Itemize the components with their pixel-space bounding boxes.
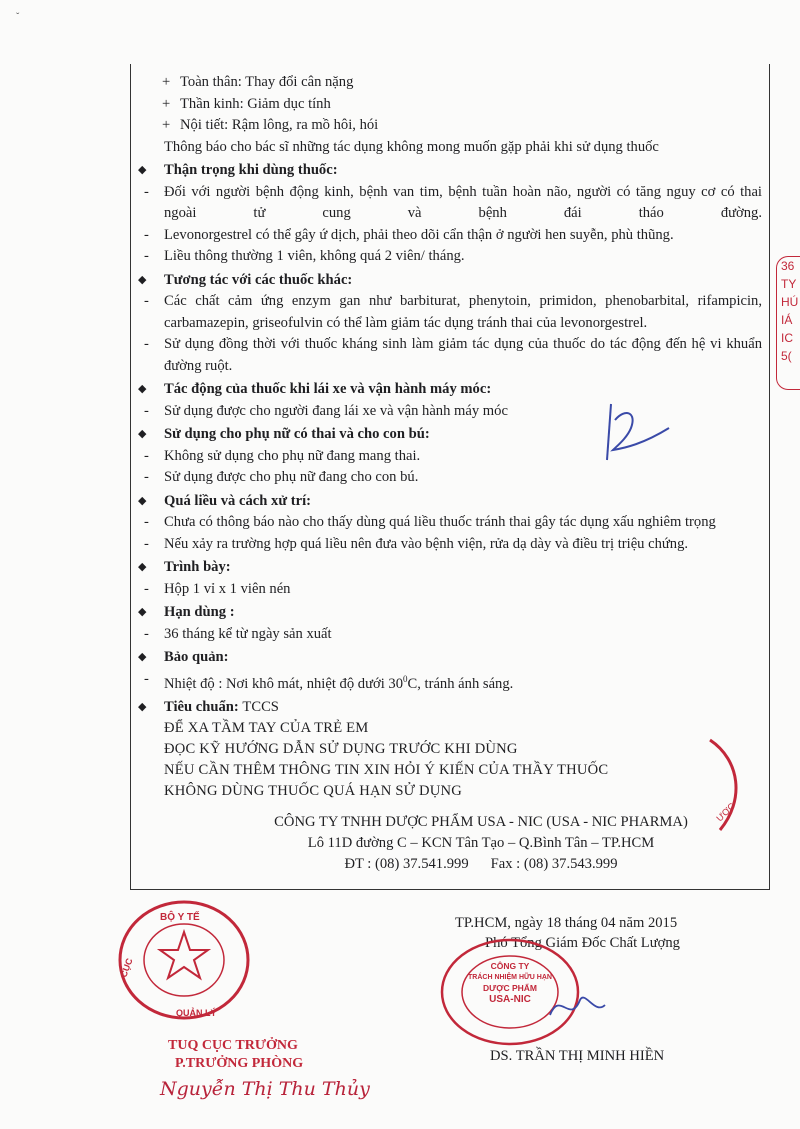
interactions-item: - Sử dụng đồng thời với thuốc kháng sinh làm giảm tác dụng của thuốc do tác động đến hệ vi khuẩn đường ruột. [144, 336, 762, 374]
edge-stamp-fragment: 36 TY HÚ IÁ IC 5( [776, 256, 800, 396]
section-shelf-life-title: ◆ Hạn dùng : [140, 602, 762, 624]
pregnancy-item: - Sử dụng được cho phụ nữ đang cho con bú. [144, 469, 419, 485]
adverse-notice: Thông báo cho bác sĩ những tác dụng không mong muốn gặp phải khi sử dụng thuốc [164, 138, 659, 155]
ministry-seal [116, 898, 252, 1022]
signature-position: Phó Tổng Giám Đốc Chất Lượng [485, 935, 680, 951]
interactions-item: - Các chất cảm ứng enzym gan như barbiturat, phenytoin, primidon, phenobarbital, rifampicin, carbamazepin, griseofulvin có thể làm giảm tác dụng tránh thai của levonorgestrel. [144, 293, 762, 331]
section-driving-title: ◆ Tác động của thuốc khi lái xe và vận hành máy móc: [140, 379, 762, 401]
adverse-item: + Thần kinh: Giảm dục tính [162, 95, 331, 112]
diamond-bullet-icon: ◆ [138, 273, 147, 286]
red-arc-mark [690, 730, 760, 840]
warning-line: KHÔNG DÙNG THUỐC QUÁ HẠN SỬ DỤNG [164, 783, 462, 800]
section-interactions-title: ◆ Tương tác với các thuốc khác: [140, 270, 762, 292]
signature-place-date: TP.HCM, ngày 18 tháng 04 năm 2015 [455, 915, 678, 931]
svg-text:ƯỢC: ƯỢC [714, 800, 737, 824]
company-address: Lô 11D đường C – KCN Tân Tạo – Q.Bình Tân – TP.HCM [307, 835, 655, 852]
presentation-item: - Hộp 1 vỉ x 1 viên nén [144, 580, 291, 597]
section-standard-title: ◆ Tiêu chuẩn: TCCS [140, 697, 762, 719]
warning-line: ĐỌC KỸ HƯỚNG DẪN SỬ DỤNG TRƯỚC KHI DÙNG [164, 741, 518, 758]
caution-item: - Liều thông thường 1 viên, không quá 2 viên/ tháng. [144, 248, 465, 264]
company-contact: ĐT : (08) 37.541.999 Fax : (08) 37.543.999 [344, 856, 618, 873]
director-signature [540, 985, 610, 1030]
diamond-bullet-icon: ◆ [138, 428, 147, 440]
section-storage-title: ◆ Bảo quản: [140, 647, 762, 669]
scan-mark: ˇ [16, 12, 20, 23]
adverse-item: + Nội tiết: Rậm lông, ra mồ hôi, hói [162, 117, 379, 133]
shelf-life-item: - 36 tháng kể từ ngày sản xuất [144, 625, 332, 642]
company-name: CÔNG TY TNHH DƯỢC PHẨM USA - NIC (USA - NIC PHARMA) [274, 814, 688, 831]
handwritten-initial [595, 398, 675, 468]
section-presentation-title: ◆ Trình bày: [140, 557, 762, 579]
left-signature-title1: TUQ CỤC TRƯỞNG [168, 1038, 298, 1053]
left-signature-title2: P.TRƯỞNG PHÒNG [175, 1056, 304, 1071]
section-overdose-title: ◆ Quá liều và cách xử trí: [140, 491, 762, 513]
caution-item: - Đối với người bệnh động kinh, bệnh van tim, bệnh tuần hoàn não, người có tăng nguy cơ có thai ngoài tử cung và bệnh đái tháo đường. [144, 183, 762, 221]
diamond-bullet-icon: ◆ [138, 383, 147, 395]
overdose-item: - Chưa có thông báo nào cho thấy dùng quá liều thuốc tránh thai gây tác dụng xấu nghiêm trọng [144, 514, 716, 530]
company-seal: CÔNG TY TRÁCH NHIỆM HỮU HẠN DƯỢC PHẨM USA-NIC [440, 937, 580, 1047]
section-caution-title: ◆ Thận trọng khi dùng thuốc: [140, 160, 762, 182]
left-signature-name: Nguyễn Thị Thu Thủy [160, 1078, 370, 1100]
svg-text:BỘ Y TẾ: BỘ Y TẾ [160, 912, 200, 923]
diamond-bullet-icon: ◆ [138, 700, 147, 713]
diamond-bullet-icon: ◆ [138, 494, 147, 507]
diamond-bullet-icon: ◆ [138, 561, 147, 573]
storage-item: - Nhiệt độ : Nơi khô mát, nhiệt độ dưới $30^0C$, tránh ánh sáng. [144, 670, 514, 692]
pregnancy-item: - Không sử dụng cho phụ nữ đang mang thai. [144, 447, 421, 464]
diamond-bullet-icon: ◆ [138, 606, 147, 618]
warning-line: ĐỂ XA TẦM TAY CỦA TRẺ EM [164, 720, 369, 737]
leaflet-content [140, 72, 762, 875]
svg-text:CỤC: CỤC [118, 956, 135, 979]
svg-text:QUẢN LÝ: QUẢN LÝ [176, 1008, 217, 1018]
section-pregnancy-title: ◆ Sử dụng cho phụ nữ có thai và cho con bú: [140, 424, 762, 446]
caution-item: - Levonorgestrel có thể gây ứ dịch, phải theo dõi cẩn thận ở người hen suyễn, phù thũng. [144, 226, 674, 243]
adverse-item: + Toàn thân: Thay đổi cân nặng [162, 74, 354, 90]
warning-line: NẾU CẦN THÊM THÔNG TIN XIN HỎI Ý KIẾN CỦA THẦY THUỐC [164, 762, 609, 779]
overdose-item: - Nếu xảy ra trường hợp quá liều nên đưa vào bệnh viện, rửa dạ dày và điều trị triệu chứng. [144, 535, 689, 552]
driving-item: - Sử dụng được cho người đang lái xe và vận hành máy móc [144, 402, 508, 419]
diamond-bullet-icon: ◆ [138, 164, 147, 176]
signature-name: DS. TRẦN THỊ MINH HIỀN [490, 1048, 665, 1064]
diamond-bullet-icon: ◆ [138, 651, 147, 663]
